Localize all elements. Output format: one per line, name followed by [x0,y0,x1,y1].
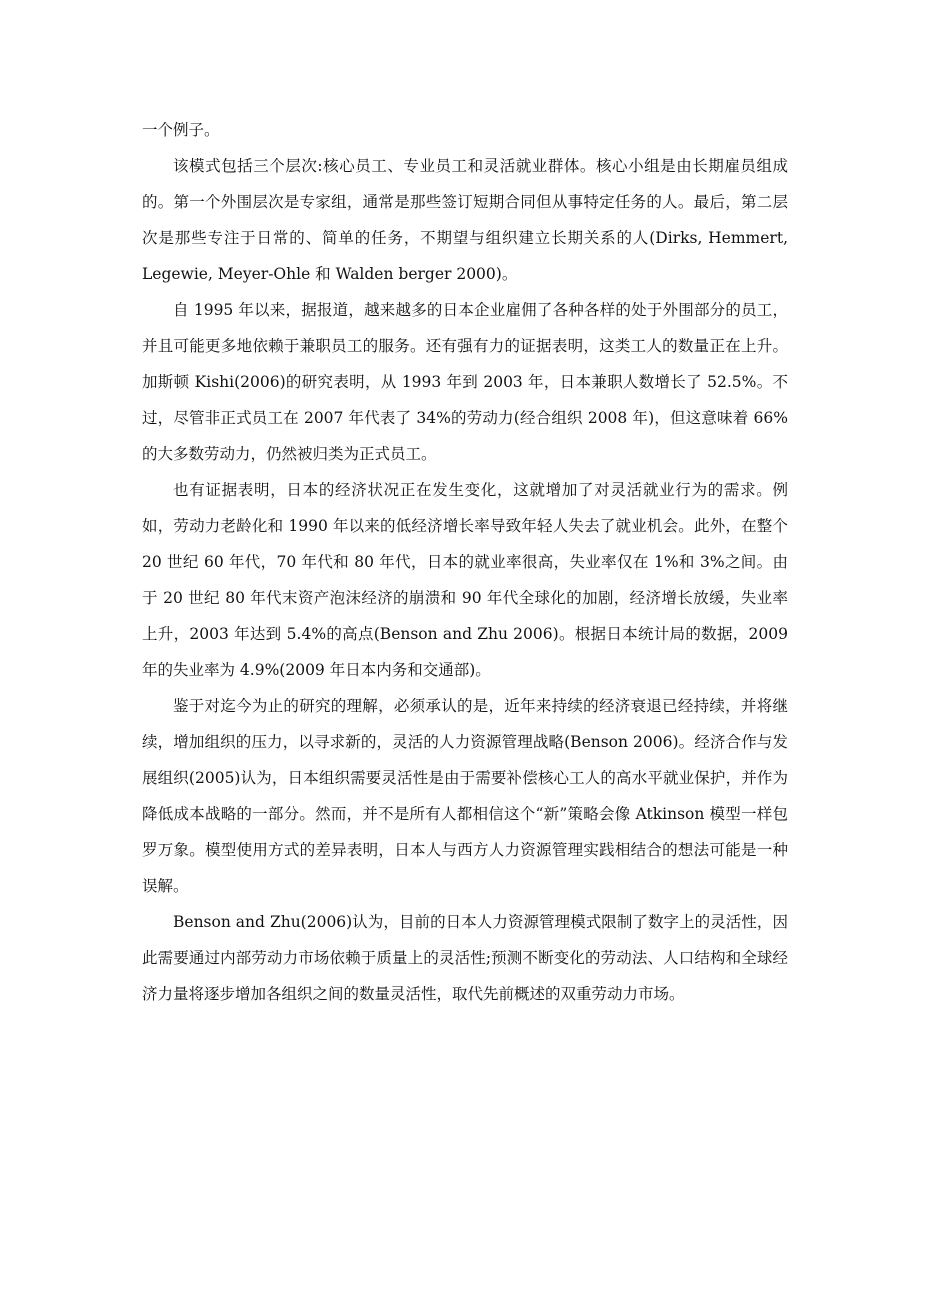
paragraph-benson-zhu: Benson and Zhu(2006)认为，目前的日本人力资源管理模式限制了数字上的灵活性，因此需要通过内部劳动力市场依赖于质量上的灵活性;预测不断变化的劳动法、人口结构和全球经济力量将逐步增加各组织之间的数量灵活性，取代先前概述的双重劳动力市场。 [142,913,788,1003]
paragraph-three-tier-model: 该模式包括三个层次:核心员工、专业员工和灵活就业群体。核心小组是由长期雇员组成的。第一个外围层次是专家组，通常是那些签订短期合同但从事特定任务的人。最后，第二层次是那些专注于日常的、简单的任务，不期望与组织建立长期关系的人(Dirks, Hemmert, Legewie, Meyer-Ohle 和 Walden berger 2000)。 [142,157,788,283]
paragraph-peripheral-employees: 自 1995 年以来，据报道，越来越多的日本企业雇佣了各种各样的处于外围部分的员工，并且可能更多地依赖于兼职员工的服务。还有强有力的证据表明，这类工人的数量正在上升。加斯顿 Kishi(2006)的研究表明，从 1993 年到 2003 年，日本兼职人数增长了 52.5%。不过，尽管非正式员工在 2007 年代表了 34%的劳动力(经合组织 2008 年)，但这意味着 66%的大多数劳动力，仍然被归类为正式员工。 [142,301,788,463]
paragraph-hrm-strategy: 鉴于对迄今为止的研究的理解，必须承认的是，近年来持续的经济衰退已经持续，并将继续，增加组织的压力，以寻求新的，灵活的人力资源管理战略(Benson 2006)。经济合作与发展组织(2005)认为，日本组织需要灵活性是由于需要补偿核心工人的高水平就业保护，并作为降低成本战略的一部分。然而，并不是所有人都相信这个“新”策略会像 Atkinson 模型一样包罗万象。模型使用方式的差异表明，日本人与西方人力资源管理实践相结合的想法可能是一种误解。 [142,697,788,895]
paragraph-continuation: 一个例子。 [142,121,220,139]
paragraph-economic-conditions: 也有证据表明，日本的经济状况正在发生变化，这就增加了对灵活就业行为的需求。例如，劳动力老龄化和 1990 年以来的低经济增长率导致年轻人失去了就业机会。此外，在整个 20 世纪 60 年代，70 年代和 80 年代，日本的就业率很高，失业率仅在 1%和 3%之间。由于 20 世纪 80 年代末资产泡沫经济的崩溃和 90 年代全球化的加剧，经济增长放缓，失业率上升，2003 年达到 5.4%的高点(Benson and Zhu 2006)。根据日本统计局的数据，2009 年的失业率为 4.9%(2009 年日本内务和交通部)。 [142,481,788,679]
document-body [142,112,788,1012]
